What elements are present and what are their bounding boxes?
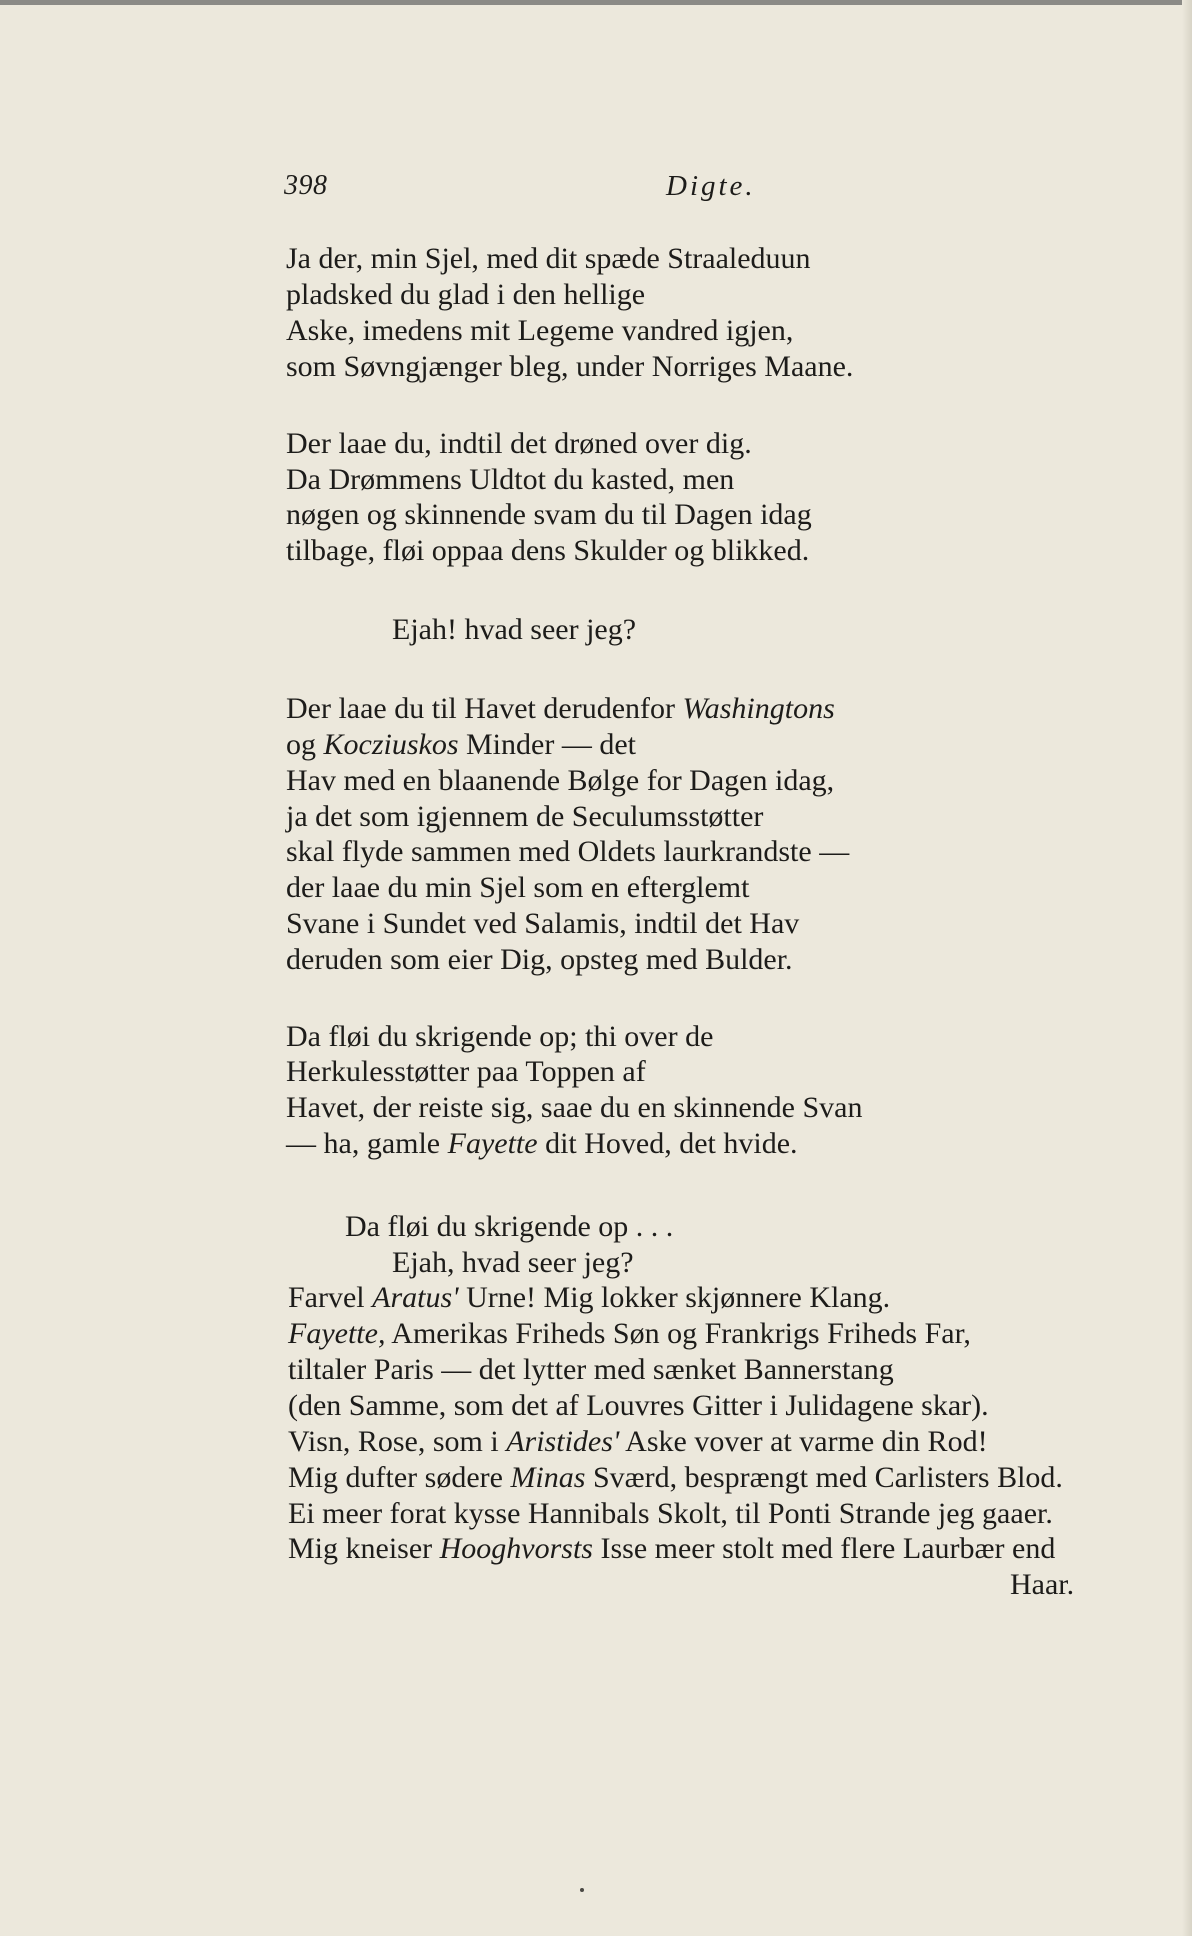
poem-line: Svane i Sundet ved Salamis, indtil det Hav (286, 907, 800, 940)
poem-line: Mig kneiser Hooghvorsts Isse meer stolt med flere Laurbær end (288, 1532, 1056, 1565)
name-italic: Kocziuskos (323, 728, 459, 761)
name-italic: Washingtons (682, 692, 835, 725)
name-italic: Fayette, (288, 1317, 386, 1350)
poem-line: (den Samme, som det af Louvres Gitter i Julidagene skar). (288, 1389, 989, 1422)
poem-line: Farvel Aratus' Urne! Mig lokker skjønnere Klang. (288, 1281, 891, 1314)
poem-line: og Kocziuskos Minder — det (286, 728, 636, 761)
poem-line: Ja der, min Sjel, med dit spæde Straaleduun (286, 242, 811, 275)
poem-line: Mig dufter sødere Minas Sværd, besprængt med Carlisters Blod. (288, 1461, 1063, 1494)
poem-line: Hav med en blaanende Bølge for Dagen idag, (286, 764, 835, 797)
poem-line: Da fløi du skrigende op; thi over de (286, 1020, 714, 1053)
poem-line: Der laae du, indtil det drøned over dig. (286, 427, 752, 460)
poem-line-overflow: Haar. (1010, 1568, 1075, 1601)
running-title: Digte. (666, 170, 756, 202)
poem-line: tilbage, fløi oppaa dens Skulder og blikked. (286, 534, 810, 567)
poem-line: skal flyde sammen med Oldets laurkrandste — (286, 835, 850, 868)
poem-line: Ei meer forat kysse Hannibals Skolt, til Ponti Strande jeg gaaer. (288, 1497, 1053, 1530)
poem-line: Herkulesstøtter paa Toppen af (286, 1055, 646, 1088)
poem-line: ja det som igjennem de Seculumsstøtter (286, 800, 764, 833)
name-italic: Aristides' (506, 1425, 620, 1458)
name-italic: Hooghvorsts (439, 1532, 593, 1565)
page-number: 398 (284, 170, 328, 201)
poem-line: — ha, gamle Fayette dit Hoved, det hvide. (286, 1127, 798, 1160)
poem-line: tiltaler Paris — det lytter med sænket Bannerstang (288, 1353, 894, 1386)
poem-line: Havet, der reiste sig, saae du en skinnende Svan (286, 1091, 863, 1124)
paper-speck (580, 1888, 584, 1892)
poem-line: Ejah! hvad seer jeg? (392, 613, 637, 646)
poem-line: Da fløi du skrigende op . . . (345, 1210, 674, 1243)
poem-line: Ejah, hvad seer jeg? (392, 1246, 634, 1279)
poem-line: nøgen og skinnende svam du til Dagen idag (286, 498, 812, 531)
poem-line: Visn, Rose, som i Aristides' Aske vover at varme din Rod! (288, 1425, 988, 1458)
poem-line: pladsked du glad i den hellige (286, 278, 646, 311)
poem-line: Fayette, Amerikas Friheds Søn og Frankrigs Friheds Far, (288, 1317, 971, 1350)
poem-line: Da Drømmens Uldtot du kasted, men (286, 463, 735, 496)
name-italic: Aratus' (372, 1281, 459, 1314)
poem-line: Der laae du til Havet derudenfor Washingtons (286, 692, 835, 725)
poem-line: som Søvngjænger bleg, under Norriges Maane. (286, 350, 854, 383)
poem-line: der laae du min Sjel som en efterglemt (286, 871, 750, 904)
poem-line: Aske, imedens mit Legeme vandred igjen, (286, 314, 794, 347)
name-italic: Fayette (447, 1127, 538, 1160)
name-italic: Minas (510, 1461, 586, 1494)
poem-line: deruden som eier Dig, opsteg med Bulder. (286, 943, 793, 976)
